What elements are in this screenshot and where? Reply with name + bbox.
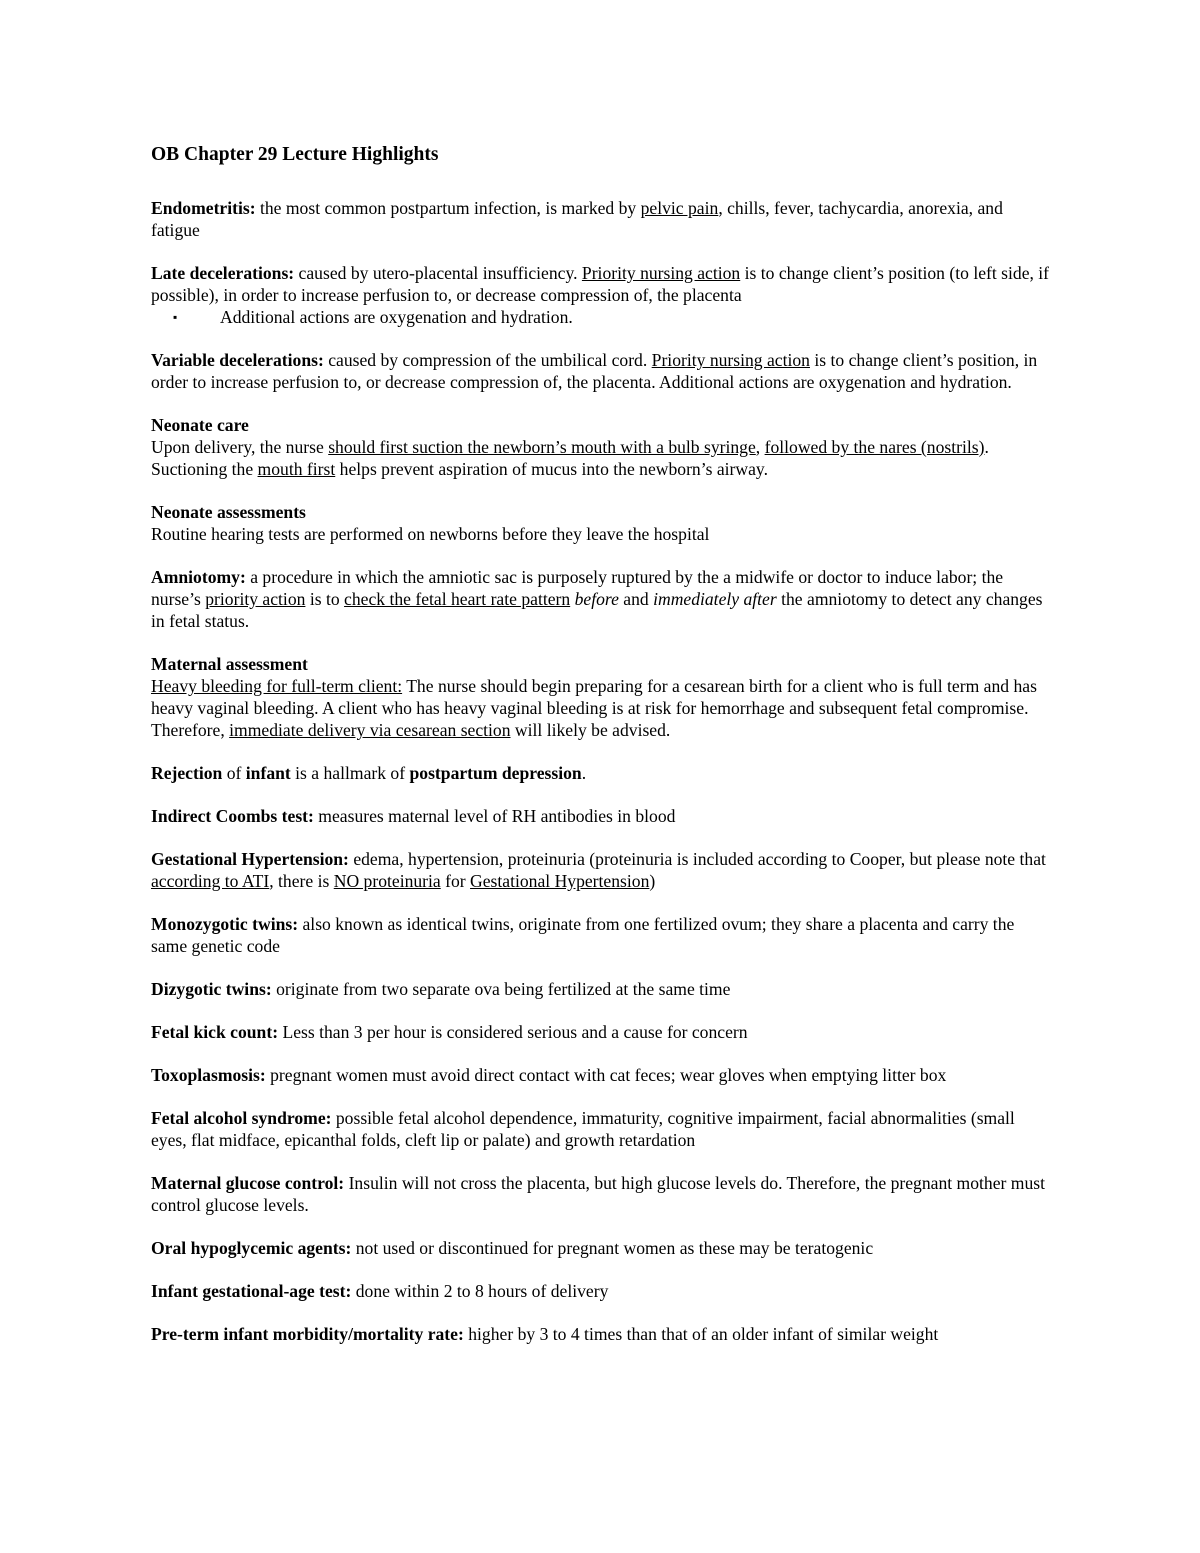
italic-text: immediately after — [653, 589, 777, 609]
entry-text: Upon delivery, the nurse — [151, 437, 329, 457]
entry-text: helps prevent aspiration of mucus into the newborn’s airway. — [335, 459, 768, 479]
entry-text: higher by 3 to 4 times than that of an older infant of similar weight — [463, 1324, 939, 1344]
entry-text: The nurse should begin preparing for a cesarean birth for a client who is full term and has heavy vaginal bleeding. A client who has heavy vaginal bleeding is at risk for hemorrhage and subsequent fetal compromise. Therefore, — [151, 676, 1037, 740]
entry-text: , chills, fever, tachycardia, anorexia, and fatigue — [151, 198, 1003, 240]
section-heading: Maternal assessment — [151, 654, 308, 674]
entry-oral-hypoglycemic-agents — [151, 1237, 1051, 1259]
term-label: Dizygotic twins: — [151, 979, 272, 999]
term-label: Variable decelerations: — [151, 350, 324, 370]
entry-variable-decelerations — [151, 349, 1051, 393]
entry-text: also known as identical twins, originate from one fertilized ovum; they share a placenta and carry the same genetic code — [151, 914, 1015, 956]
term-label: Indirect Coombs test: — [151, 806, 314, 826]
underlined-text: mouth first — [257, 459, 336, 479]
entry-text: is to change client’s position (to left side, if possible), in order to increase perfusion to, or decrease compression of, the placenta — [151, 263, 1050, 305]
document-page — [151, 140, 1051, 1366]
term-label: Monozygotic twins: — [151, 914, 299, 934]
entry-gestational-hypertension — [151, 848, 1051, 892]
term-label: Fetal kick count: — [151, 1022, 279, 1042]
entry-dizygotic-twins — [151, 978, 1051, 1000]
entry-text: not used or discontinued for pregnant women as these may be teratogenic — [351, 1238, 874, 1258]
bold-text: Rejection — [151, 763, 223, 783]
entry-text: Routine hearing tests are performed on newborns before they leave the hospital — [151, 524, 710, 544]
entry-text: . Suctioning the — [151, 437, 989, 479]
entry-late-decelerations — [151, 262, 1051, 306]
entry-fetal-kick-count — [151, 1021, 1051, 1043]
entry-text: edema, hypertension, proteinuria (proteinuria is included according to Cooper, but please note that — [348, 849, 1046, 869]
entry-text: of — [222, 763, 246, 783]
underlined-text: according to ATI — [151, 871, 270, 891]
entry-text: will likely be advised. — [510, 720, 671, 740]
entry-text: the amniotomy to detect any changes in fetal status. — [151, 589, 1043, 631]
underlined-text: check the fetal heart rate pattern — [344, 589, 571, 609]
entry-text: a procedure in which the amniotic sac is purposely ruptured by the a midwife or doctor to induce labor; the nurse’s — [151, 567, 1004, 609]
section-heading: Neonate care — [151, 415, 249, 435]
entry-text: the most common postpartum infection, is marked by — [255, 198, 641, 218]
entry-text: done within 2 to 8 hours of delivery — [351, 1281, 609, 1301]
bold-text: postpartum depression — [409, 763, 582, 783]
entry-neonate-assessments — [151, 501, 1051, 545]
underlined-text: NO proteinuria — [333, 871, 441, 891]
underlined-text: followed by the nares (nostrils) — [764, 437, 985, 457]
entry-text: is a hallmark of — [290, 763, 410, 783]
italic-text: before — [574, 589, 619, 609]
term-label: Endometritis: — [151, 198, 256, 218]
entry-text: is to change client’s position, in order to increase perfusion to, or decrease compression of, the placenta. Additional actions are oxygenation and hydration. — [151, 350, 1038, 392]
entry-fetal-alcohol-syndrome — [151, 1107, 1051, 1151]
entry-text: , — [755, 437, 765, 457]
term-label: Toxoplasmosis: — [151, 1065, 266, 1085]
bullet-text: Additional actions are oxygenation and hydration. — [220, 307, 573, 327]
entry-text: , there is — [269, 871, 334, 891]
entry-neonate-care — [151, 414, 1051, 480]
underlined-text: Priority nursing action — [651, 350, 810, 370]
entry-maternal-glucose-control — [151, 1172, 1051, 1216]
entry-text: Insulin will not cross the placenta, but high glucose levels do. Therefore, the pregnant mother must control glucose levels. — [151, 1173, 1045, 1215]
underlined-text: pelvic pain — [640, 198, 719, 218]
entry-endometritis — [151, 197, 1051, 241]
entry-amniotomy — [151, 566, 1051, 632]
entry-rejection — [151, 762, 1051, 784]
underlined-text: Gestational Hypertension — [470, 871, 650, 891]
entry-indirect-coombs — [151, 805, 1051, 827]
underlined-text: should first suction the newborn’s mouth with a bulb syringe — [328, 437, 756, 457]
term-label: Infant gestational-age test: — [151, 1281, 352, 1301]
term-label: Fetal alcohol syndrome: — [151, 1108, 332, 1128]
term-label: Amniotomy: — [151, 567, 246, 587]
entry-text: . — [581, 763, 587, 783]
term-label: Maternal glucose control: — [151, 1173, 345, 1193]
term-label: Late decelerations: — [151, 263, 295, 283]
section-heading: Neonate assessments — [151, 502, 306, 522]
entry-monozygotic-twins — [151, 913, 1051, 957]
square-bullet-icon: ▪ — [173, 310, 178, 324]
term-label: Gestational Hypertension: — [151, 849, 349, 869]
underlined-text: immediate delivery via cesarean section — [229, 720, 511, 740]
entry-text: caused by compression of the umbilical cord. — [323, 350, 652, 370]
entry-toxoplasmosis — [151, 1064, 1051, 1086]
entry-text: pregnant women must avoid direct contact with cat feces; wear gloves when emptying litter box — [265, 1065, 947, 1085]
underlined-text: Priority nursing action — [581, 263, 741, 283]
underlined-text: Heavy bleeding for full-term client: — [151, 676, 403, 696]
term-label: Oral hypoglycemic agents: — [151, 1238, 352, 1258]
entry-text: is to — [305, 589, 345, 609]
entry-infant-gestational-age-test — [151, 1280, 1051, 1302]
entry-preterm-morbidity-mortality — [151, 1323, 1051, 1345]
bold-text: infant — [245, 763, 291, 783]
entry-maternal-assessment — [151, 653, 1051, 741]
entry-text: and — [618, 589, 654, 609]
entry-text: ) — [649, 871, 656, 891]
term-label: Pre-term infant morbidity/mortality rate: — [151, 1324, 464, 1344]
entry-text: possible fetal alcohol dependence, immaturity, cognitive impairment, facial abnormalities (small eyes, flat midface, epicanthal folds, cleft lip or palate) and growth retardation — [151, 1108, 1015, 1150]
entry-text: caused by utero-placental insufficiency. — [294, 263, 582, 283]
entry-text: measures maternal level of RH antibodies in blood — [313, 806, 676, 826]
entry-text: Less than 3 per hour is considered serious and a cause for concern — [278, 1022, 748, 1042]
bullet-list-item — [151, 306, 1051, 328]
entry-text: originate from two separate ova being fertilized at the same time — [271, 979, 731, 999]
entry-text: for — [440, 871, 471, 891]
underlined-text: priority action — [205, 589, 306, 609]
page-title: OB Chapter 29 Lecture Highlights — [151, 144, 439, 165]
